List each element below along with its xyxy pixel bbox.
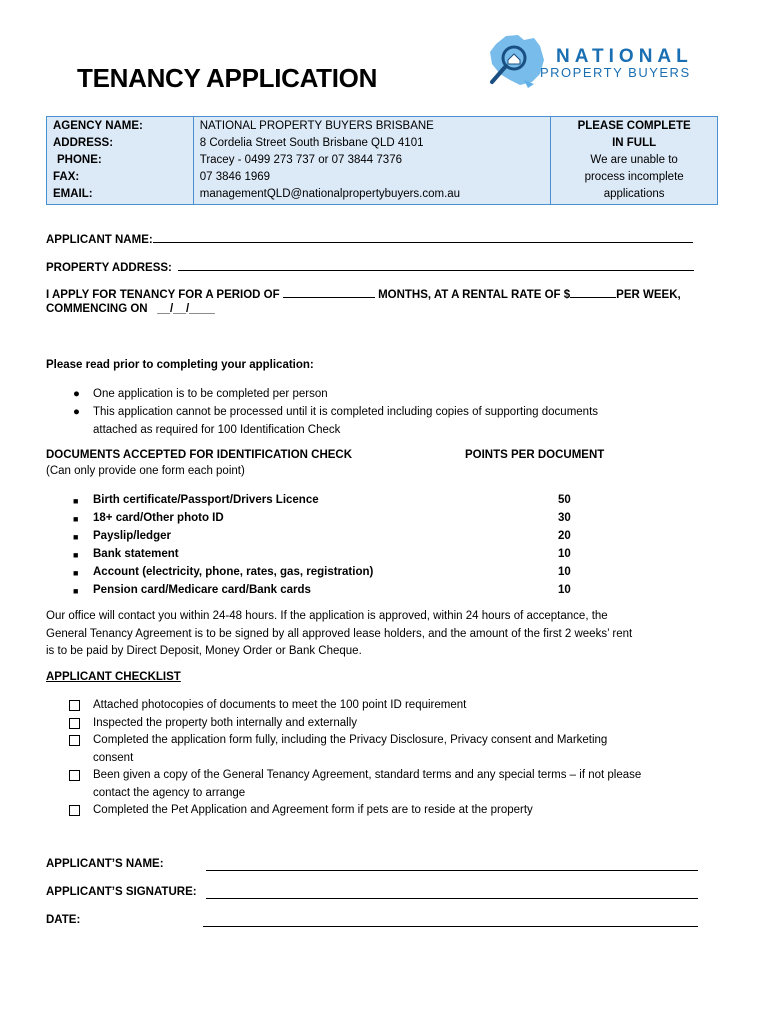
per-week-label: PER WEEK, [616, 289, 681, 301]
page-title: TENANCY APPLICATION [77, 63, 378, 93]
list-item [46, 527, 606, 545]
list-item [46, 545, 606, 563]
list-item [46, 403, 736, 439]
email-value[interactable]: managementQLD@nationalpropertybuyers.com.au [199, 188, 461, 200]
checklist-item-text: contact the agency to arrange [93, 786, 246, 799]
paragraph-line: Our office will contact you within 24-48 hours. If the application is approved, within 24 hours of acceptance, the [46, 610, 608, 622]
applicant-signature-field[interactable] [206, 887, 698, 899]
square-bullet-icon: ■ [73, 496, 79, 506]
checklist-heading: APPLICANT CHECKLIST [46, 671, 181, 683]
read-prior-list [46, 385, 736, 439]
document-name: 18+ card/Other photo ID [93, 512, 224, 524]
applicant-name-label: APPLICANT NAME: [46, 234, 153, 246]
document-points: 10 [558, 548, 571, 560]
notice-line: process incomplete [584, 171, 684, 183]
notice-line: IN FULL [612, 137, 657, 149]
document-name: Bank statement [93, 548, 179, 560]
paragraph-line: General Tenancy Agreement is to be signed by all approved lease holders, and the amount of the first 2 weeks’ rent [46, 627, 633, 640]
list-item [46, 581, 606, 599]
checklist-item-text: consent [93, 751, 134, 764]
checklist-item [46, 715, 746, 733]
square-bullet-icon: ■ [73, 514, 79, 524]
checklist-item [46, 767, 746, 802]
document-points: 20 [558, 530, 571, 542]
phone-value: Tracey - 0499 273 737 or 07 3844 7376 [199, 154, 402, 166]
notice-line: PLEASE COMPLETE [577, 120, 691, 132]
applicant-name-field[interactable] [153, 231, 693, 243]
logo-text-national: NATIONAL [556, 46, 693, 67]
bullet-icon: ● [73, 388, 80, 400]
paragraph-line: is to be paid by Direct Deposit, Money Order or Bank Cheque. [46, 645, 362, 657]
document-name: Birth certificate/Passport/Drivers Licence [93, 494, 319, 506]
commencing-date-field[interactable]: __/__/____ [157, 303, 215, 315]
list-item [46, 491, 606, 509]
read-prior-heading: Please read prior to completing your application: [46, 359, 314, 371]
points-heading: POINTS PER DOCUMENT [465, 449, 605, 461]
agency-name-value: NATIONAL PROPERTY BUYERS BRISBANE [199, 120, 434, 132]
tenancy-period-label: I APPLY FOR TENANCY FOR A PERIOD OF [46, 289, 280, 301]
document-name: Payslip/ledger [93, 530, 171, 542]
checklist-item-text: Inspected the property both internally and externally [93, 716, 358, 729]
address-value: 8 Cordelia Street South Brisbane QLD 4101 [199, 137, 424, 149]
fax-value: 07 3846 1969 [199, 171, 271, 183]
checklist-item-text: Attached photocopies of documents to meet the 100 point ID requirement [93, 699, 467, 711]
square-bullet-icon: ■ [73, 568, 79, 578]
agency-labels [47, 117, 194, 205]
address-label: ADDRESS: [53, 137, 114, 149]
list-item-text: One application is to be completed per person [93, 388, 328, 400]
documents-list [46, 491, 606, 599]
agency-values [193, 117, 551, 205]
document-points: 50 [558, 494, 571, 506]
checklist-item-text: Been given a copy of the General Tenancy Agreement, standard terms and any special terms – if not please [93, 769, 642, 781]
fax-label: FAX: [53, 171, 80, 183]
rental-rate-field[interactable] [570, 286, 616, 298]
agency-details-table [46, 116, 718, 205]
rental-rate-label: MONTHS, AT A RENTAL RATE OF $ [378, 289, 571, 301]
notice-line: We are unable to [590, 154, 678, 166]
square-bullet-icon: ■ [73, 550, 79, 560]
square-bullet-icon: ■ [73, 586, 79, 596]
documents-note: (Can only provide one form each point) [46, 465, 245, 477]
checkbox[interactable] [69, 805, 80, 816]
contact-paragraph [46, 608, 746, 661]
logo-text-property-buyers: PROPERTY BUYERS [540, 65, 691, 80]
checklist-item [46, 802, 746, 820]
applicant-signature-label: APPLICANT’S SIGNATURE: [46, 886, 197, 898]
checklist-item [46, 697, 746, 715]
checklist-item-text: Completed the Pet Application and Agreement form if pets are to reside at the property [93, 804, 533, 816]
phone-label: PHONE: [57, 154, 102, 166]
bullet-icon: ● [73, 406, 80, 418]
checkbox[interactable] [69, 735, 80, 746]
checklist-item [46, 732, 746, 767]
applicant-name-row [46, 231, 706, 246]
documents-heading: DOCUMENTS ACCEPTED FOR IDENTIFICATION CHECK [46, 449, 353, 461]
commencing-label: COMMENCING ON [46, 303, 148, 315]
email-label: EMAIL: [53, 188, 93, 200]
property-address-field[interactable] [178, 259, 694, 271]
list-item [46, 385, 736, 403]
applicant-name-sign-field[interactable] [206, 859, 698, 871]
tenancy-period-row [46, 286, 726, 301]
tenancy-months-field[interactable] [283, 286, 375, 298]
document-name: Pension card/Medicare card/Bank cards [93, 584, 311, 596]
list-item-text: This application cannot be processed until it is completed including copies of supporting documents [93, 406, 599, 418]
document-points: 10 [558, 584, 571, 596]
property-address-row [46, 259, 706, 274]
notice-line: applications [603, 188, 665, 200]
commencing-row [46, 303, 215, 315]
agency-name-label: AGENCY NAME: [53, 120, 143, 132]
date-field[interactable] [203, 915, 698, 927]
checklist [46, 697, 746, 820]
list-item [46, 509, 606, 527]
list-item [46, 563, 606, 581]
square-bullet-icon: ■ [73, 532, 79, 542]
complete-notice [551, 117, 718, 205]
document-points: 30 [558, 512, 571, 524]
document-points: 10 [558, 566, 571, 578]
checklist-item-text: Completed the application form fully, including the Privacy Disclosure, Privacy consent and Marketing [93, 734, 608, 746]
checkbox[interactable] [69, 700, 80, 711]
checkbox[interactable] [69, 770, 80, 781]
property-address-label: PROPERTY ADDRESS: [46, 262, 172, 274]
list-item-text: attached as required for 100 Identification Check [93, 424, 341, 436]
document-name: Account (electricity, phone, rates, gas, registration) [93, 566, 374, 578]
date-label: DATE: [46, 914, 81, 926]
applicant-name-sign-label: APPLICANT’S NAME: [46, 858, 164, 870]
checkbox[interactable] [69, 718, 80, 729]
